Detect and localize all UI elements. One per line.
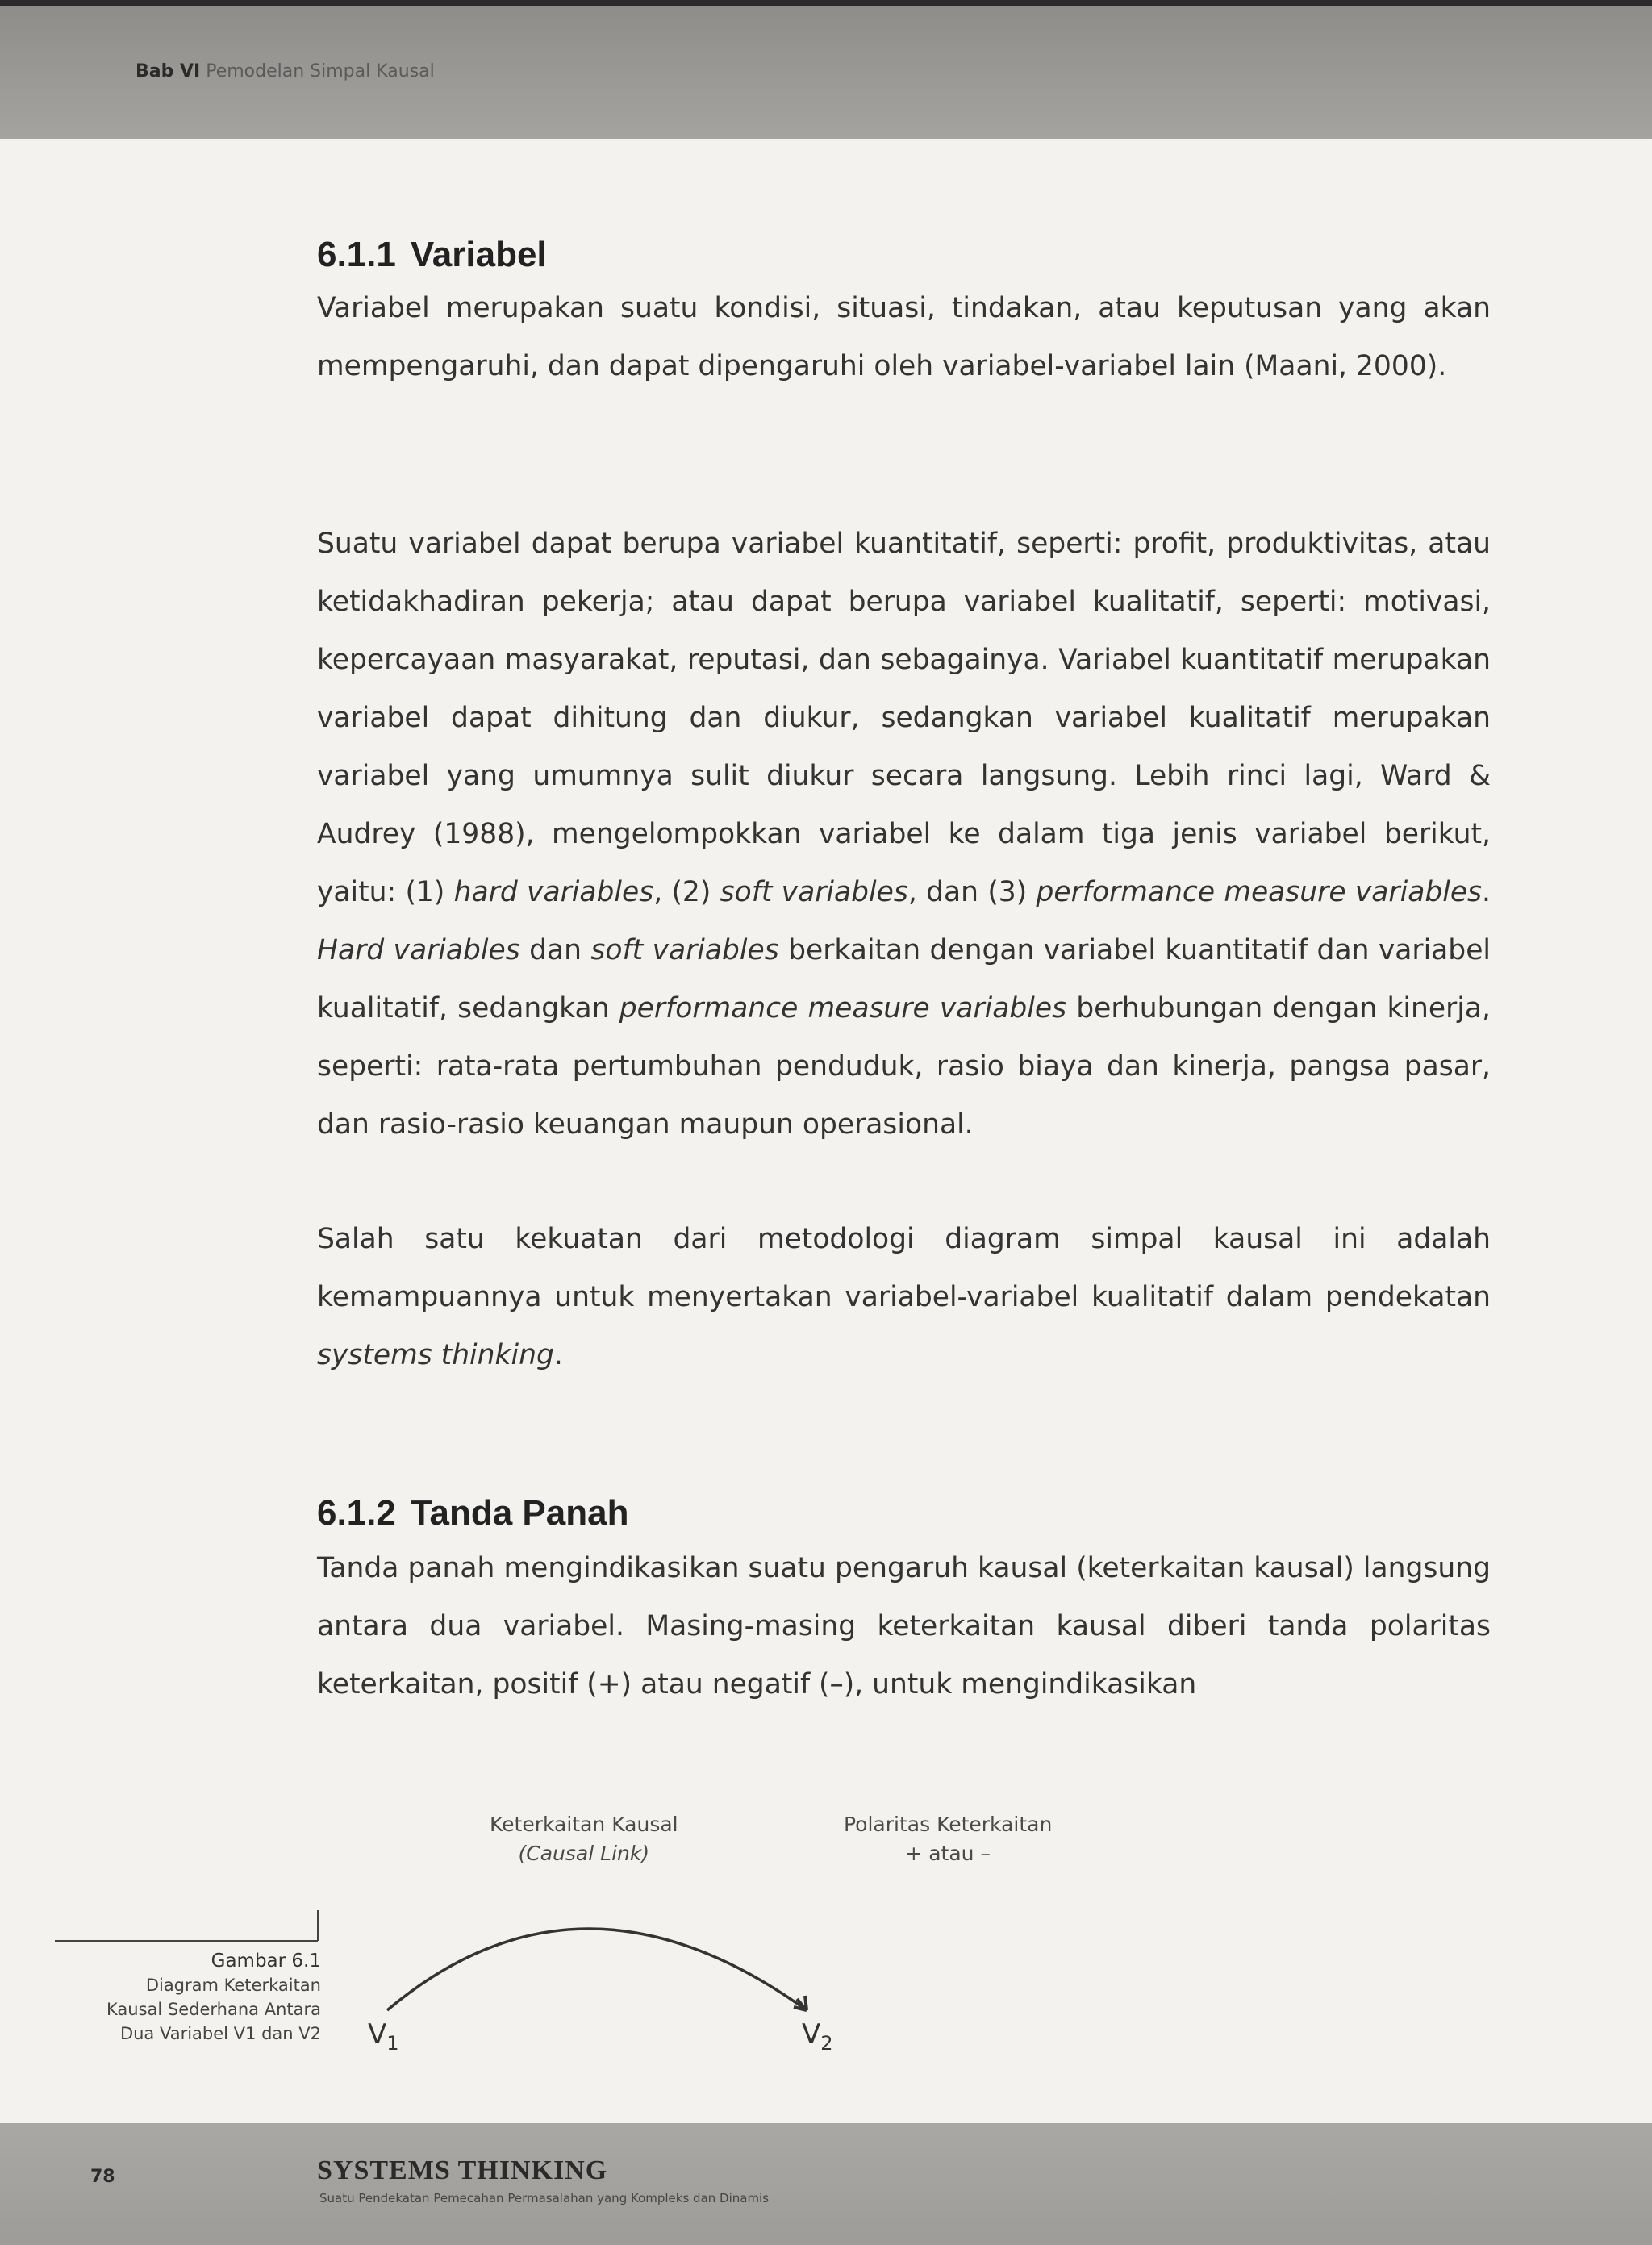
polarity-label: Polaritas Keterkaitan [844,1813,1053,1836]
paragraph-variable-types: Suatu variabel dapat berupa variabel kuantitatif, seperti: profit, produktivitas, atau ketidakhadiran pekerja; atau dapat berupa variabel kualitatif, seperti: motivasi, kepercayaan masyarakat, reputasi, dan sebagainya. Variabel kuantitatif merupakan variabel dapat dihitung dan diukur, sedangkan variabel kualitatif merupakan variabel yang umumnya sulit diukur secara langsung. Lebih rinci lagi, Ward & Audrey (1988), mengelompokkan variabel ke dalam tiga jenis variabel berikut, yaitu: (1) hard variables, (2) soft variables, dan (3) performance measure variables. Hard variables dan soft variables berkaitan dengan variabel kuantitatif dan variabel kualitatif, sedangkan performance measure variables berhubungan dengan kinerja, seperti: rata-rata pertumbuhan penduduk, rasio biaya dan kinerja, pangsa pasar, dan rasio-rasio keuangan maupun operasional. [317,528,1491,1141]
term-hard-variables: hard variables [453,876,654,908]
term-performance-measure: performance measure variables [1036,876,1483,908]
page-number: 78 [90,2167,115,2187]
figure-block [0,1807,1652,2081]
section-heading-tanda-panah [317,1491,628,1536]
figure-caption [106,1949,321,2046]
section-title: Variabel [410,235,547,274]
section-number: 6.1.2 [317,1493,396,1533]
header-band [0,0,1652,139]
paragraph-arrows: Tanda panah mengindikasikan suatu pengaruh kausal (keterkaitan kausal) langsung antara dua variabel. Masing-masing keterkaitan kausal diberi tanda polaritas keterkaitan, positif (+) atau negatif (–), untuk mengindikasikan [317,1552,1491,1700]
book-title: SYSTEMS THINKING [317,2155,608,2185]
paragraph-definition: Variabel merupakan suatu kondisi, situasi, tindakan, atau keputusan yang akan mempengaruhi, dan dapat dipengaruhi oleh variabel-variabel lain (Maani, 2000). [317,292,1491,382]
caption-line: Kausal Sederhana Antara [106,2000,321,2019]
footer-band [0,2123,1652,2245]
chapter-label: Bab VI [136,61,201,81]
section-title: Tanda Panah [410,1493,629,1533]
paragraph-strength: Salah satu kekuatan dari metodologi diagram simpal kausal ini adalah kemampuannya untuk menyertakan variabel-variabel kualitatif dalam pendekatan systems thinking. [317,1223,1491,1371]
section-label: Pemodelan Simpal Kausal [206,61,435,81]
link-label-id: Keterkaitan Kausal [490,1813,678,1836]
book-subtitle: Suatu Pendekatan Pemecahan Permasalahan yang Kompleks dan Dinamis [319,2191,770,2205]
variable-v2: $V_2$ [802,2018,833,2055]
section-number: 6.1.1 [317,235,396,274]
caption-title: Gambar 6.1 [211,1951,321,1972]
causal-link-arc [387,1929,807,2010]
link-label-en: (Causal Link) [518,1842,650,1865]
term-systems-thinking: systems thinking [317,1339,554,1371]
variable-v1: $V_1$ [368,2018,399,2055]
term-soft-variables: soft variables [720,876,908,908]
section-heading-variabel [317,232,547,277]
running-head [136,61,435,81]
polarity-sign: + atau – [905,1842,991,1865]
caption-line: Diagram Keterkaitan [145,1976,321,1995]
caption-line: Dua Variabel V1 dan V2 [119,2024,321,2043]
